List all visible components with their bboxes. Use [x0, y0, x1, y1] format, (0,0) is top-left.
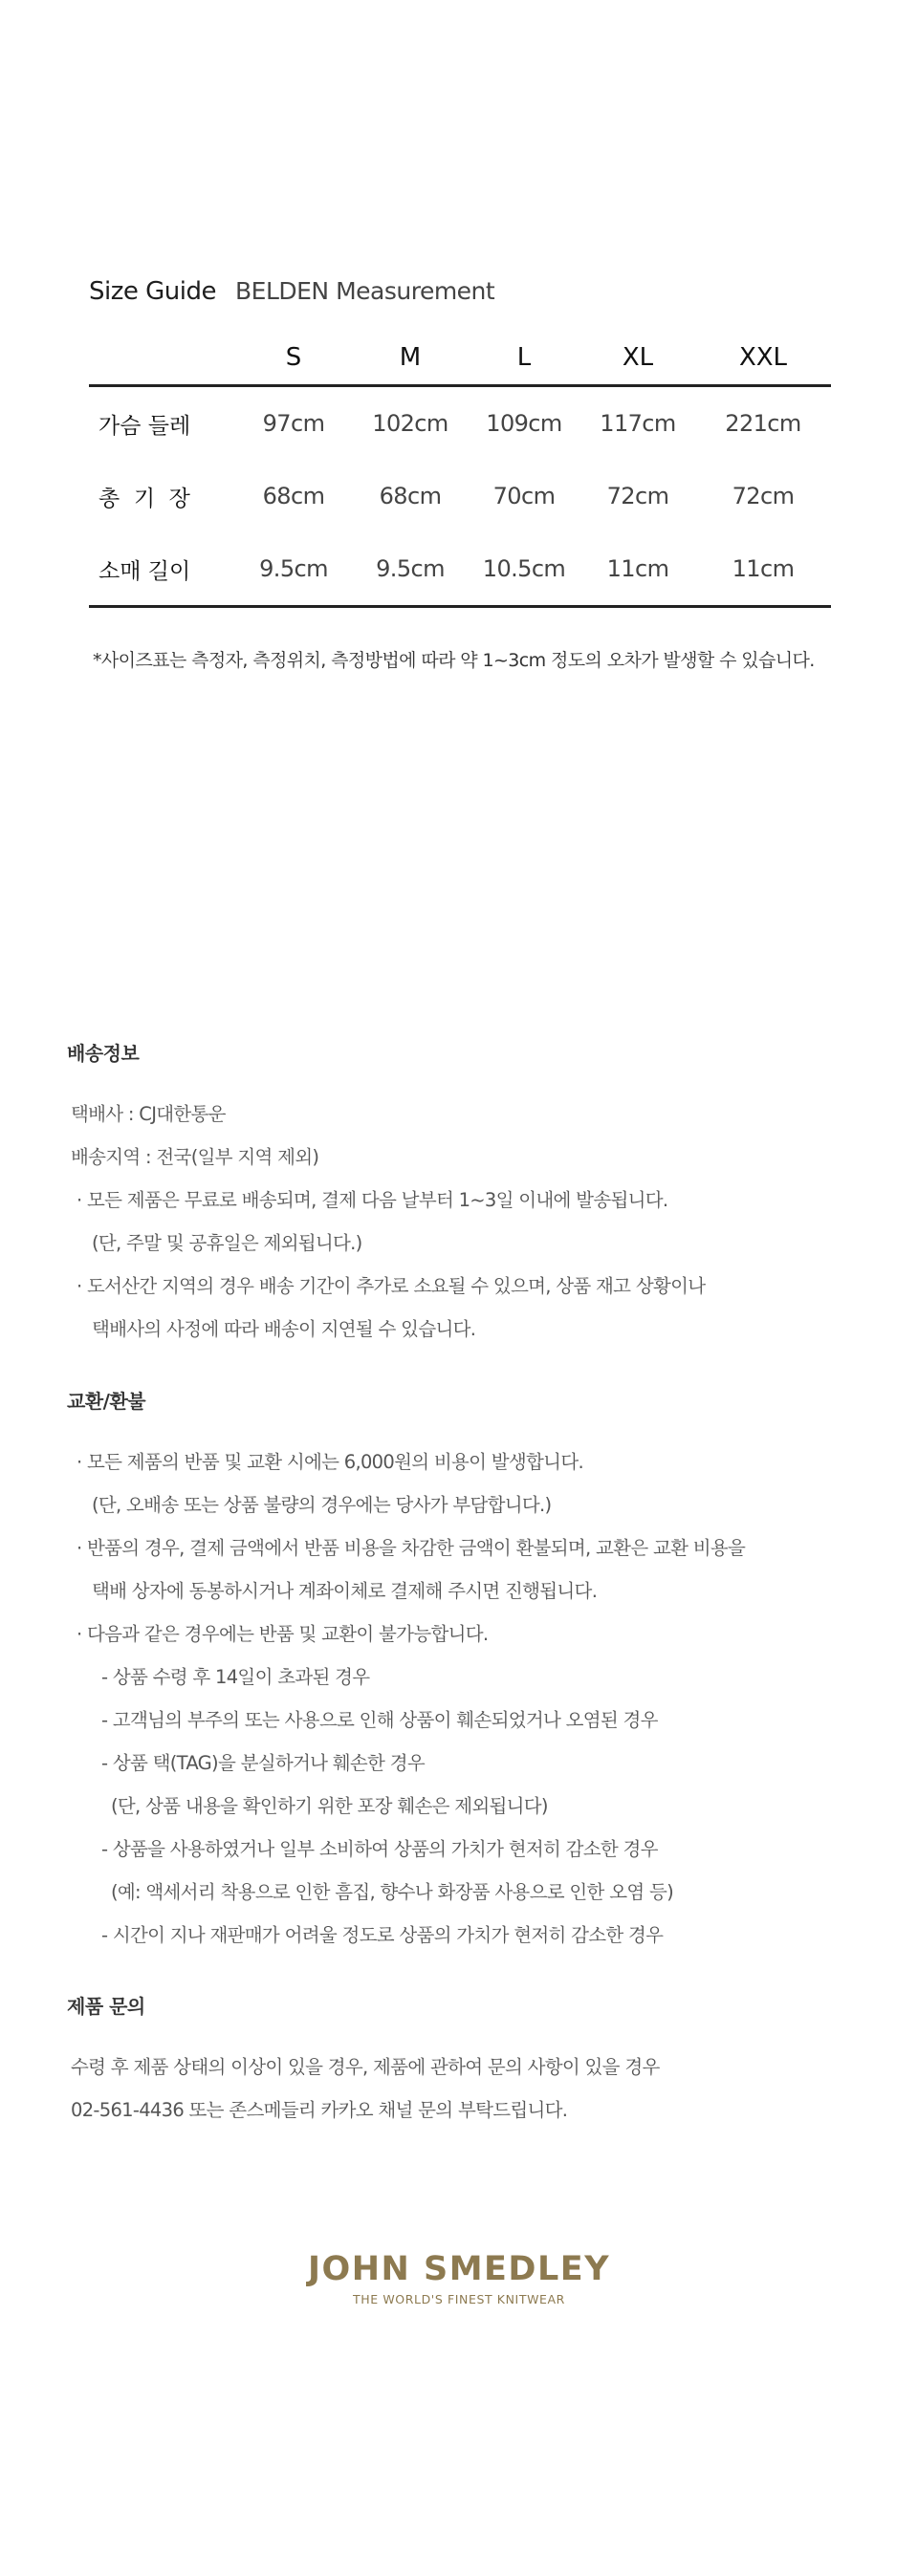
- size-table-header-s: S: [234, 331, 353, 386]
- list-item: - 고객님의 부주의 또는 사용으로 인해 상품이 훼손되었거나 오염된 경우: [101, 1709, 658, 1731]
- size-table-header-blank: [89, 331, 234, 386]
- table-cell: 68cm: [379, 483, 442, 509]
- size-guide-heading: [89, 277, 831, 312]
- list-item: 02-561-4436 또는 존스메들리 카카오 채널 문의 부탁드립니다.: [71, 2099, 568, 2121]
- size-guide-note: *사이즈표는 측정자, 측정위치, 측정방법에 따라 약 1~3cm 정도의 오차가 발생할 수 있습니다.: [93, 650, 815, 671]
- table-cell: 11cm: [695, 532, 831, 607]
- size-table-header-l: L: [468, 331, 580, 386]
- inquiry-title: 제품 문의: [67, 1995, 145, 2018]
- table-cell: 11cm: [580, 532, 695, 607]
- list-item: (단, 오배송 또는 상품 불량의 경우에는 당사가 부담합니다.): [92, 1494, 552, 1516]
- exchange-title: 교환/환불: [67, 1390, 146, 1413]
- list-item: 택배 상자에 동봉하시거나 계좌이체로 결제해 주시면 진행됩니다.: [92, 1580, 598, 1602]
- table-cell: 221cm: [725, 410, 801, 437]
- list-item: · 도서산간 지역의 경우 배송 기간이 추가로 소요될 수 있으며, 상품 재고 상황이나: [76, 1275, 706, 1297]
- size-table-header-m: M: [353, 331, 468, 386]
- table-cell: 72cm: [606, 483, 669, 509]
- delivery-section: [67, 1039, 870, 1351]
- list-item: (예: 액세서리 착용으로 인한 흠집, 향수나 화장품 사용으로 인한 오염 등): [111, 1881, 674, 1903]
- size-table-header-xxl: XXL: [695, 331, 831, 386]
- table-row: [89, 460, 831, 532]
- table-cell: 117cm: [600, 410, 676, 437]
- delivery-title: 배송정보: [67, 1042, 140, 1065]
- list-item: 택배사 : CJ대한통운: [71, 1103, 226, 1125]
- list-item: 배송지역 : 전국(일부 지역 제외): [71, 1146, 319, 1168]
- list-item: - 상품을 사용하였거나 일부 소비하여 상품의 가치가 현저히 감소한 경우: [101, 1838, 658, 1860]
- list-item: · 반품의 경우, 결제 금액에서 반품 비용을 차감한 금액이 환불되며, 교환은 교환 비용을: [76, 1537, 746, 1559]
- delivery-lines: [67, 1093, 870, 1351]
- table-row: [89, 386, 831, 461]
- list-item: - 상품 수령 후 14일이 초과된 경우: [101, 1666, 370, 1688]
- table-cell: 10.5cm: [468, 532, 580, 607]
- table-cell: 72cm: [732, 483, 795, 509]
- size-guide-title: Size Guide: [89, 277, 216, 306]
- table-cell: 97cm: [262, 410, 325, 437]
- brand-logo: [0, 2248, 918, 2306]
- table-cell: 9.5cm: [353, 532, 468, 607]
- list-item: - 시간이 지나 재판매가 어려울 정도로 상품의 가치가 현저히 감소한 경우: [101, 1924, 664, 1946]
- table-cell: 70cm: [492, 483, 556, 509]
- row-label: 가슴 들레: [98, 413, 191, 439]
- row-label: 총 기 장: [98, 486, 190, 511]
- list-item: (단, 상품 내용을 확인하기 위한 포장 훼손은 제외됩니다): [111, 1795, 548, 1817]
- size-table-header-xl: XL: [580, 331, 695, 386]
- size-table: [89, 331, 831, 608]
- table-cell: 109cm: [486, 410, 562, 437]
- list-item: 택배사의 사정에 따라 배송이 지연될 수 있습니다.: [92, 1318, 476, 1340]
- brand-tagline: THE WORLD'S FINEST KNITWEAR: [353, 2292, 565, 2306]
- inquiry-lines: [67, 2046, 870, 2132]
- list-item: · 다음과 같은 경우에는 반품 및 교환이 불가능합니다.: [76, 1623, 489, 1645]
- list-item: (단, 주말 및 공휴일은 제외됩니다.): [92, 1232, 362, 1254]
- list-item: - 상품 택(TAG)을 분실하거나 훼손한 경우: [101, 1752, 425, 1774]
- list-item: · 모든 제품의 반품 및 교환 시에는 6,000원의 비용이 발생합니다.: [76, 1451, 583, 1473]
- exchange-section: [67, 1387, 870, 1957]
- brand-name: JOHN SMEDLEY: [307, 2250, 611, 2288]
- list-item: 수령 후 제품 상태의 이상이 있을 경우, 제품에 관하여 문의 사항이 있을 경우: [71, 2056, 660, 2078]
- row-label: 소매 길이: [89, 532, 234, 607]
- table-cell: 9.5cm: [234, 532, 353, 607]
- table-row: [89, 532, 831, 607]
- inquiry-section: [67, 1992, 870, 2132]
- table-cell: 102cm: [372, 410, 448, 437]
- size-guide: [89, 277, 831, 671]
- list-item: · 모든 제품은 무료로 배송되며, 결제 다음 날부터 1~3일 이내에 발송됩니다.: [76, 1189, 668, 1211]
- table-cell: 68cm: [262, 483, 325, 509]
- size-guide-subtitle: BELDEN Measurement: [235, 277, 495, 305]
- exchange-lines: [67, 1440, 870, 1957]
- size-table-header-row: [89, 331, 831, 386]
